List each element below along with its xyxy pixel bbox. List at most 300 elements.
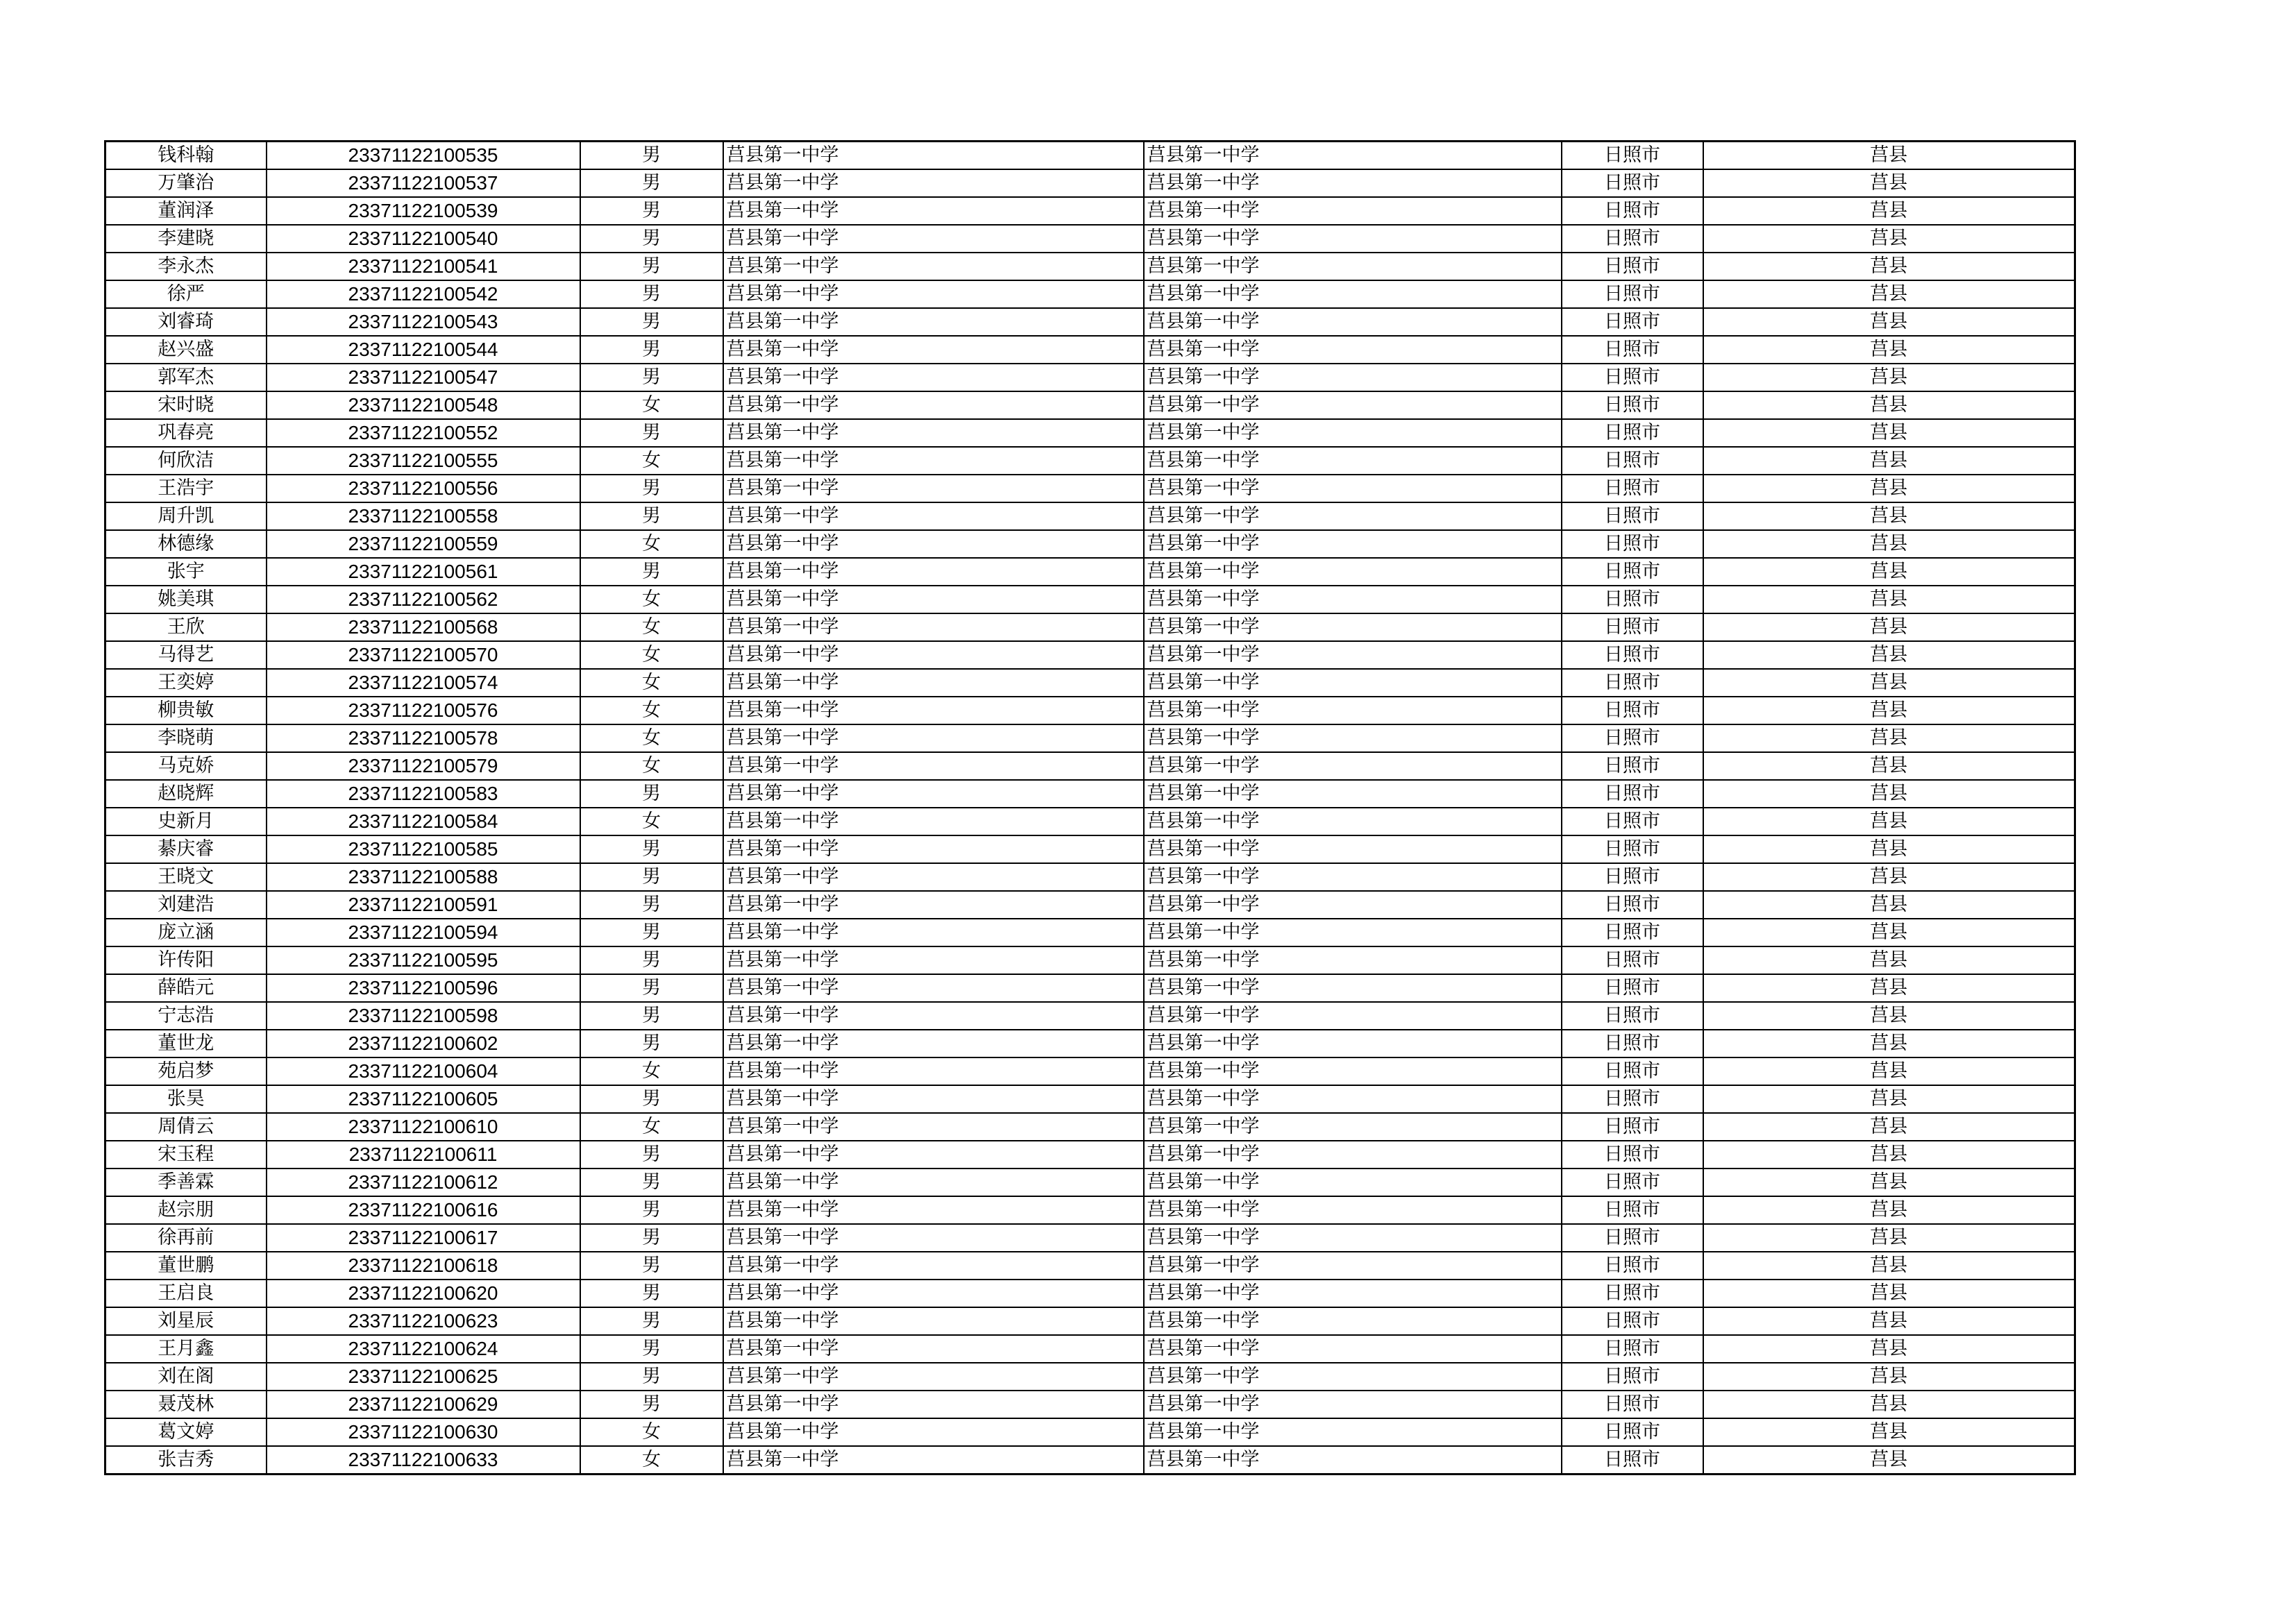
student-name-cell: 巩春亮: [105, 419, 267, 447]
enrolled-school-cell: 莒县第一中学: [1144, 974, 1562, 1002]
school-cell: 莒县第一中学: [723, 669, 1144, 697]
exam-id-cell: 23371122100535: [267, 142, 580, 170]
gender-cell: 女: [580, 1446, 723, 1475]
gender-cell: 女: [580, 724, 723, 752]
enrolled-school-cell: 莒县第一中学: [1144, 669, 1562, 697]
gender-cell: 女: [580, 1057, 723, 1085]
table-row: [105, 891, 2075, 919]
enrolled-school-cell: 莒县第一中学: [1144, 1030, 1562, 1057]
gender-cell: 女: [580, 641, 723, 669]
enrolled-school-cell: 莒县第一中学: [1144, 586, 1562, 613]
county-cell: 莒县: [1703, 308, 2075, 336]
exam-id-cell: 23371122100579: [267, 752, 580, 780]
city-cell: 日照市: [1562, 1169, 1703, 1196]
table-row: [105, 1113, 2075, 1141]
table-row: [105, 697, 2075, 724]
enrolled-school-cell: 莒县第一中学: [1144, 1113, 1562, 1141]
exam-id-cell: 23371122100555: [267, 447, 580, 475]
city-cell: 日照市: [1562, 419, 1703, 447]
county-cell: 莒县: [1703, 780, 2075, 808]
exam-id-cell: 23371122100537: [267, 169, 580, 197]
student-name-cell: 张昊: [105, 1085, 267, 1113]
exam-id-cell: 23371122100588: [267, 863, 580, 891]
student-name-cell: 许传阳: [105, 946, 267, 974]
gender-cell: 男: [580, 475, 723, 502]
school-cell: 莒县第一中学: [723, 1335, 1144, 1363]
city-cell: 日照市: [1562, 447, 1703, 475]
gender-cell: 男: [580, 1252, 723, 1280]
enrolled-school-cell: 莒县第一中学: [1144, 225, 1562, 253]
school-cell: 莒县第一中学: [723, 1113, 1144, 1141]
enrolled-school-cell: 莒县第一中学: [1144, 752, 1562, 780]
exam-id-cell: 23371122100544: [267, 336, 580, 364]
table-row: [105, 558, 2075, 586]
school-cell: 莒县第一中学: [723, 502, 1144, 530]
county-cell: 莒县: [1703, 558, 2075, 586]
exam-id-cell: 23371122100620: [267, 1280, 580, 1307]
table-row: [105, 863, 2075, 891]
school-cell: 莒县第一中学: [723, 808, 1144, 835]
student-name-cell: 庞立涵: [105, 919, 267, 946]
exam-id-cell: 23371122100568: [267, 613, 580, 641]
city-cell: 日照市: [1562, 835, 1703, 863]
enrolled-school-cell: 莒县第一中学: [1144, 1085, 1562, 1113]
student-name-cell: 李晓萌: [105, 724, 267, 752]
student-name-cell: 柳贵敏: [105, 697, 267, 724]
city-cell: 日照市: [1562, 530, 1703, 558]
school-cell: 莒县第一中学: [723, 1169, 1144, 1196]
table-row: [105, 475, 2075, 502]
student-name-cell: 刘在阁: [105, 1363, 267, 1391]
student-name-cell: 刘星辰: [105, 1307, 267, 1335]
student-roster-table: [104, 140, 2076, 1475]
student-name-cell: 赵宗朋: [105, 1196, 267, 1224]
school-cell: 莒县第一中学: [723, 780, 1144, 808]
table-row: [105, 1169, 2075, 1196]
gender-cell: 男: [580, 1141, 723, 1169]
city-cell: 日照市: [1562, 697, 1703, 724]
gender-cell: 男: [580, 308, 723, 336]
exam-id-cell: 23371122100540: [267, 225, 580, 253]
exam-id-cell: 23371122100623: [267, 1307, 580, 1335]
student-name-cell: 李永杰: [105, 253, 267, 280]
student-name-cell: 周升凯: [105, 502, 267, 530]
enrolled-school-cell: 莒县第一中学: [1144, 1307, 1562, 1335]
table-row: [105, 1057, 2075, 1085]
student-name-cell: 季善霖: [105, 1169, 267, 1196]
school-cell: 莒县第一中学: [723, 835, 1144, 863]
enrolled-school-cell: 莒县第一中学: [1144, 780, 1562, 808]
gender-cell: 女: [580, 447, 723, 475]
enrolled-school-cell: 莒县第一中学: [1144, 891, 1562, 919]
student-name-cell: 徐严: [105, 280, 267, 308]
gender-cell: 男: [580, 197, 723, 225]
enrolled-school-cell: 莒县第一中学: [1144, 697, 1562, 724]
county-cell: 莒县: [1703, 1141, 2075, 1169]
gender-cell: 男: [580, 169, 723, 197]
exam-id-cell: 23371122100617: [267, 1224, 580, 1252]
student-name-cell: 葛文婷: [105, 1418, 267, 1446]
student-name-cell: 姚美琪: [105, 586, 267, 613]
student-name-cell: 王启良: [105, 1280, 267, 1307]
exam-id-cell: 23371122100591: [267, 891, 580, 919]
school-cell: 莒县第一中学: [723, 974, 1144, 1002]
school-cell: 莒县第一中学: [723, 169, 1144, 197]
enrolled-school-cell: 莒县第一中学: [1144, 835, 1562, 863]
school-cell: 莒县第一中学: [723, 752, 1144, 780]
exam-id-cell: 23371122100542: [267, 280, 580, 308]
student-name-cell: 宋时晓: [105, 391, 267, 419]
enrolled-school-cell: 莒县第一中学: [1144, 1418, 1562, 1446]
city-cell: 日照市: [1562, 586, 1703, 613]
city-cell: 日照市: [1562, 169, 1703, 197]
table-row: [105, 502, 2075, 530]
enrolled-school-cell: 莒县第一中学: [1144, 613, 1562, 641]
exam-id-cell: 23371122100570: [267, 641, 580, 669]
county-cell: 莒县: [1703, 891, 2075, 919]
student-name-cell: 周倩云: [105, 1113, 267, 1141]
table-row: [105, 669, 2075, 697]
enrolled-school-cell: 莒县第一中学: [1144, 1391, 1562, 1418]
school-cell: 莒县第一中学: [723, 586, 1144, 613]
county-cell: 莒县: [1703, 169, 2075, 197]
school-cell: 莒县第一中学: [723, 919, 1144, 946]
county-cell: 莒县: [1703, 197, 2075, 225]
exam-id-cell: 23371122100630: [267, 1418, 580, 1446]
school-cell: 莒县第一中学: [723, 558, 1144, 586]
city-cell: 日照市: [1562, 613, 1703, 641]
county-cell: 莒县: [1703, 1418, 2075, 1446]
school-cell: 莒县第一中学: [723, 1252, 1144, 1280]
county-cell: 莒县: [1703, 1196, 2075, 1224]
student-name-cell: 马得艺: [105, 641, 267, 669]
county-cell: 莒县: [1703, 641, 2075, 669]
table-row: [105, 1363, 2075, 1391]
exam-id-cell: 23371122100594: [267, 919, 580, 946]
table-row: [105, 1307, 2075, 1335]
enrolled-school-cell: 莒县第一中学: [1144, 1224, 1562, 1252]
city-cell: 日照市: [1562, 1002, 1703, 1030]
table-row: [105, 530, 2075, 558]
city-cell: 日照市: [1562, 752, 1703, 780]
school-cell: 莒县第一中学: [723, 419, 1144, 447]
enrolled-school-cell: 莒县第一中学: [1144, 1363, 1562, 1391]
student-name-cell: 董世龙: [105, 1030, 267, 1057]
county-cell: 莒县: [1703, 1307, 2075, 1335]
enrolled-school-cell: 莒县第一中学: [1144, 1002, 1562, 1030]
school-cell: 莒县第一中学: [723, 142, 1144, 170]
city-cell: 日照市: [1562, 336, 1703, 364]
county-cell: 莒县: [1703, 724, 2075, 752]
county-cell: 莒县: [1703, 475, 2075, 502]
enrolled-school-cell: 莒县第一中学: [1144, 724, 1562, 752]
school-cell: 莒县第一中学: [723, 253, 1144, 280]
school-cell: 莒县第一中学: [723, 1446, 1144, 1475]
student-name-cell: 刘建浩: [105, 891, 267, 919]
exam-id-cell: 23371122100576: [267, 697, 580, 724]
exam-id-cell: 23371122100604: [267, 1057, 580, 1085]
exam-id-cell: 23371122100596: [267, 974, 580, 1002]
student-name-cell: 史新月: [105, 808, 267, 835]
city-cell: 日照市: [1562, 1030, 1703, 1057]
enrolled-school-cell: 莒县第一中学: [1144, 641, 1562, 669]
gender-cell: 男: [580, 1280, 723, 1307]
exam-id-cell: 23371122100595: [267, 946, 580, 974]
enrolled-school-cell: 莒县第一中学: [1144, 1141, 1562, 1169]
exam-id-cell: 23371122100616: [267, 1196, 580, 1224]
gender-cell: 女: [580, 669, 723, 697]
school-cell: 莒县第一中学: [723, 1196, 1144, 1224]
gender-cell: 男: [580, 558, 723, 586]
gender-cell: 女: [580, 391, 723, 419]
table-row: [105, 253, 2075, 280]
table-row: [105, 308, 2075, 336]
county-cell: 莒县: [1703, 808, 2075, 835]
exam-id-cell: 23371122100561: [267, 558, 580, 586]
county-cell: 莒县: [1703, 1113, 2075, 1141]
exam-id-cell: 23371122100629: [267, 1391, 580, 1418]
gender-cell: 男: [580, 946, 723, 974]
student-name-cell: 王奕婷: [105, 669, 267, 697]
table-row: [105, 1446, 2075, 1475]
enrolled-school-cell: 莒县第一中学: [1144, 419, 1562, 447]
county-cell: 莒县: [1703, 1085, 2075, 1113]
table-row: [105, 447, 2075, 475]
school-cell: 莒县第一中学: [723, 308, 1144, 336]
exam-id-cell: 23371122100633: [267, 1446, 580, 1475]
exam-id-cell: 23371122100547: [267, 364, 580, 391]
city-cell: 日照市: [1562, 780, 1703, 808]
city-cell: 日照市: [1562, 946, 1703, 974]
school-cell: 莒县第一中学: [723, 1363, 1144, 1391]
enrolled-school-cell: 莒县第一中学: [1144, 1252, 1562, 1280]
exam-id-cell: 23371122100610: [267, 1113, 580, 1141]
table-row: [105, 1141, 2075, 1169]
city-cell: 日照市: [1562, 1391, 1703, 1418]
student-name-cell: 李建晓: [105, 225, 267, 253]
city-cell: 日照市: [1562, 1307, 1703, 1335]
city-cell: 日照市: [1562, 391, 1703, 419]
student-name-cell: 万肇治: [105, 169, 267, 197]
city-cell: 日照市: [1562, 641, 1703, 669]
gender-cell: 女: [580, 530, 723, 558]
enrolled-school-cell: 莒县第一中学: [1144, 946, 1562, 974]
exam-id-cell: 23371122100585: [267, 835, 580, 863]
exam-id-cell: 23371122100602: [267, 1030, 580, 1057]
county-cell: 莒县: [1703, 1280, 2075, 1307]
student-name-cell: 郭军杰: [105, 364, 267, 391]
gender-cell: 男: [580, 1224, 723, 1252]
table-row: [105, 780, 2075, 808]
county-cell: 莒县: [1703, 391, 2075, 419]
enrolled-school-cell: 莒县第一中学: [1144, 197, 1562, 225]
exam-id-cell: 23371122100618: [267, 1252, 580, 1280]
student-name-cell: 赵晓辉: [105, 780, 267, 808]
city-cell: 日照市: [1562, 502, 1703, 530]
city-cell: 日照市: [1562, 1446, 1703, 1475]
school-cell: 莒县第一中学: [723, 1030, 1144, 1057]
student-name-cell: 钱科翰: [105, 142, 267, 170]
county-cell: 莒县: [1703, 586, 2075, 613]
gender-cell: 男: [580, 1196, 723, 1224]
gender-cell: 男: [580, 1335, 723, 1363]
student-name-cell: 董润泽: [105, 197, 267, 225]
city-cell: 日照市: [1562, 1113, 1703, 1141]
school-cell: 莒县第一中学: [723, 447, 1144, 475]
table-row: [105, 946, 2075, 974]
enrolled-school-cell: 莒县第一中学: [1144, 308, 1562, 336]
gender-cell: 男: [580, 1002, 723, 1030]
exam-id-cell: 23371122100625: [267, 1363, 580, 1391]
gender-cell: 男: [580, 974, 723, 1002]
student-name-cell: 林德缘: [105, 530, 267, 558]
student-name-cell: 刘睿琦: [105, 308, 267, 336]
school-cell: 莒县第一中学: [723, 697, 1144, 724]
city-cell: 日照市: [1562, 364, 1703, 391]
school-cell: 莒县第一中学: [723, 530, 1144, 558]
city-cell: 日照市: [1562, 558, 1703, 586]
city-cell: 日照市: [1562, 253, 1703, 280]
table-row: [105, 1391, 2075, 1418]
table-row: [105, 1418, 2075, 1446]
table-row: [105, 419, 2075, 447]
county-cell: 莒县: [1703, 1057, 2075, 1085]
student-name-cell: 何欣洁: [105, 447, 267, 475]
city-cell: 日照市: [1562, 1224, 1703, 1252]
city-cell: 日照市: [1562, 197, 1703, 225]
student-name-cell: 王浩宇: [105, 475, 267, 502]
enrolled-school-cell: 莒县第一中学: [1144, 142, 1562, 170]
county-cell: 莒县: [1703, 1335, 2075, 1363]
county-cell: 莒县: [1703, 613, 2075, 641]
gender-cell: 男: [580, 253, 723, 280]
table-row: [105, 197, 2075, 225]
gender-cell: 女: [580, 808, 723, 835]
enrolled-school-cell: 莒县第一中学: [1144, 364, 1562, 391]
gender-cell: 男: [580, 1363, 723, 1391]
school-cell: 莒县第一中学: [723, 863, 1144, 891]
exam-id-cell: 23371122100552: [267, 419, 580, 447]
table-row: [105, 974, 2075, 1002]
table-row: [105, 280, 2075, 308]
school-cell: 莒县第一中学: [723, 197, 1144, 225]
gender-cell: 男: [580, 336, 723, 364]
exam-id-cell: 23371122100556: [267, 475, 580, 502]
student-name-cell: 聂茂林: [105, 1391, 267, 1418]
table-row: [105, 391, 2075, 419]
enrolled-school-cell: 莒县第一中学: [1144, 1169, 1562, 1196]
enrolled-school-cell: 莒县第一中学: [1144, 280, 1562, 308]
city-cell: 日照市: [1562, 1141, 1703, 1169]
county-cell: 莒县: [1703, 280, 2075, 308]
table-row: [105, 752, 2075, 780]
city-cell: 日照市: [1562, 808, 1703, 835]
county-cell: 莒县: [1703, 835, 2075, 863]
student-name-cell: 苑启梦: [105, 1057, 267, 1085]
school-cell: 莒县第一中学: [723, 1391, 1144, 1418]
city-cell: 日照市: [1562, 863, 1703, 891]
enrolled-school-cell: 莒县第一中学: [1144, 558, 1562, 586]
gender-cell: 男: [580, 419, 723, 447]
enrolled-school-cell: 莒县第一中学: [1144, 391, 1562, 419]
county-cell: 莒县: [1703, 946, 2075, 974]
school-cell: 莒县第一中学: [723, 391, 1144, 419]
county-cell: 莒县: [1703, 142, 2075, 170]
enrolled-school-cell: 莒县第一中学: [1144, 530, 1562, 558]
county-cell: 莒县: [1703, 1446, 2075, 1475]
county-cell: 莒县: [1703, 530, 2075, 558]
exam-id-cell: 23371122100578: [267, 724, 580, 752]
table-row: [105, 1280, 2075, 1307]
county-cell: 莒县: [1703, 1224, 2075, 1252]
county-cell: 莒县: [1703, 1002, 2075, 1030]
table-row: [105, 225, 2075, 253]
city-cell: 日照市: [1562, 1418, 1703, 1446]
exam-id-cell: 23371122100559: [267, 530, 580, 558]
city-cell: 日照市: [1562, 475, 1703, 502]
school-cell: 莒县第一中学: [723, 613, 1144, 641]
enrolled-school-cell: 莒县第一中学: [1144, 169, 1562, 197]
school-cell: 莒县第一中学: [723, 946, 1144, 974]
enrolled-school-cell: 莒县第一中学: [1144, 1057, 1562, 1085]
school-cell: 莒县第一中学: [723, 280, 1144, 308]
city-cell: 日照市: [1562, 724, 1703, 752]
enrolled-school-cell: 莒县第一中学: [1144, 808, 1562, 835]
gender-cell: 女: [580, 1113, 723, 1141]
school-cell: 莒县第一中学: [723, 475, 1144, 502]
county-cell: 莒县: [1703, 974, 2075, 1002]
school-cell: 莒县第一中学: [723, 1224, 1144, 1252]
county-cell: 莒县: [1703, 1391, 2075, 1418]
county-cell: 莒县: [1703, 1169, 2075, 1196]
county-cell: 莒县: [1703, 419, 2075, 447]
enrolled-school-cell: 莒县第一中学: [1144, 1196, 1562, 1224]
school-cell: 莒县第一中学: [723, 1085, 1144, 1113]
exam-id-cell: 23371122100611: [267, 1141, 580, 1169]
enrolled-school-cell: 莒县第一中学: [1144, 863, 1562, 891]
exam-id-cell: 23371122100598: [267, 1002, 580, 1030]
enrolled-school-cell: 莒县第一中学: [1144, 502, 1562, 530]
table-row: [105, 169, 2075, 197]
county-cell: 莒县: [1703, 669, 2075, 697]
exam-id-cell: 23371122100624: [267, 1335, 580, 1363]
enrolled-school-cell: 莒县第一中学: [1144, 1446, 1562, 1475]
table-row: [105, 1252, 2075, 1280]
table-row: [105, 142, 2075, 170]
table-row: [105, 919, 2075, 946]
exam-id-cell: 23371122100548: [267, 391, 580, 419]
gender-cell: 男: [580, 1169, 723, 1196]
gender-cell: 男: [580, 835, 723, 863]
county-cell: 莒县: [1703, 447, 2075, 475]
enrolled-school-cell: 莒县第一中学: [1144, 253, 1562, 280]
gender-cell: 男: [580, 919, 723, 946]
county-cell: 莒县: [1703, 1252, 2075, 1280]
table-row: [105, 586, 2075, 613]
city-cell: 日照市: [1562, 891, 1703, 919]
gender-cell: 男: [580, 280, 723, 308]
enrolled-school-cell: 莒县第一中学: [1144, 447, 1562, 475]
school-cell: 莒县第一中学: [723, 1141, 1144, 1169]
city-cell: 日照市: [1562, 1057, 1703, 1085]
student-name-cell: 宁志浩: [105, 1002, 267, 1030]
exam-id-cell: 23371122100541: [267, 253, 580, 280]
gender-cell: 男: [580, 502, 723, 530]
school-cell: 莒县第一中学: [723, 1307, 1144, 1335]
gender-cell: 男: [580, 142, 723, 170]
school-cell: 莒县第一中学: [723, 225, 1144, 253]
gender-cell: 男: [580, 1391, 723, 1418]
